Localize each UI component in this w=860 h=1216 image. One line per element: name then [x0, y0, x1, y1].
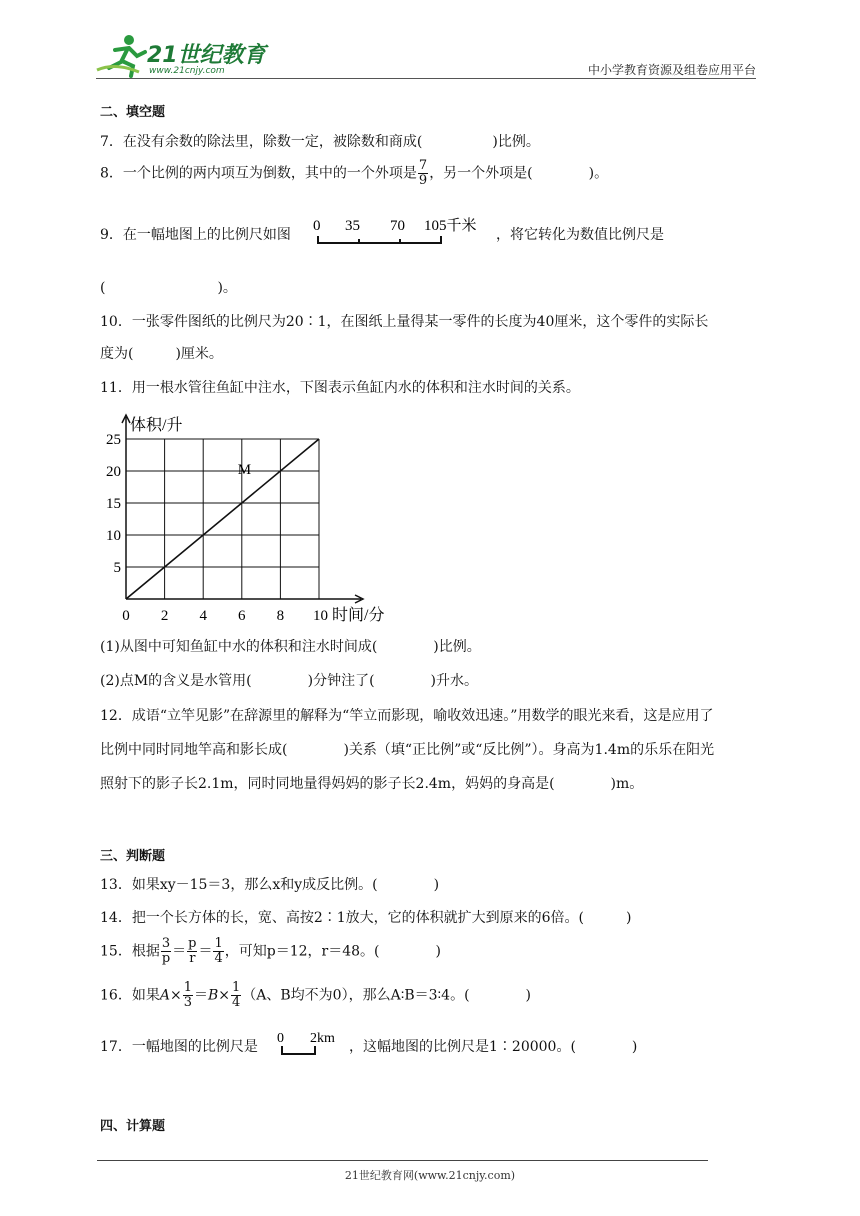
fraction-denominator: 4 [214, 951, 223, 966]
scale-bar-9 [308, 212, 493, 252]
scale-bar-17 [272, 1026, 347, 1060]
question-15: 15．根据 $\frac{3}{p}$ ＝ $\frac{p}{r}$ ＝ $\frac{1}{4}$ ，可知p＝12，r＝48。( ) [100, 936, 441, 966]
fraction-denominator: 9 [418, 173, 428, 188]
question-8-pre: 8．一个比例的两内项互为倒数，其中的一个外项是 [100, 165, 417, 182]
question-10-line2: 度为( )厘米。 [100, 346, 223, 362]
scale-label: 35 [345, 218, 360, 234]
question-14: 14．把一个长方体的长，宽、高按2∶1放大，它的体积就扩大到原来的6倍。( ) [100, 910, 632, 926]
volume-time-chart [98, 404, 385, 624]
question-12-line2: 比例中同时同地竿高和影长成( )关系（填“正比例”或“反比例”）。身高为1.4m的乐乐在阳光 [100, 742, 715, 758]
question-16: 16．如果A× $\frac{1}{3}$ ＝B× $\frac{1}{4}$ （A、B均不为0），那么A∶B＝3∶4。( ) [100, 980, 532, 1010]
question-11-sub1: (1)从图中可知鱼缸中水的体积和注水时间成( )比例。 [100, 639, 481, 655]
question-13: 13．如果xy－15＝3，那么x和y成反比例。( ) [100, 877, 440, 893]
y-tick-label: 5 [113, 560, 121, 576]
scale-label: 70 [390, 218, 405, 234]
fraction-numerator: 3 [161, 936, 171, 951]
scale-label: 2km [310, 1031, 335, 1046]
question-9-blank: ( )。 [100, 280, 237, 296]
runner-icon [95, 32, 155, 78]
question-8-post: ，另一个外项是( )。 [429, 165, 609, 182]
footer-text: 21世纪教育网(www.21cnjy.com) [344, 1169, 516, 1182]
scale-label: 0 [313, 218, 321, 234]
x-tick-label: 4 [199, 608, 207, 624]
point-m-label: M [237, 462, 252, 478]
fraction [213, 937, 223, 966]
logo-url: www.21cnjy.com [149, 66, 225, 76]
question-12-line3: 照射下的影子长2.1m，同时同地量得妈妈的影子长2.4m，妈妈的身高是( )m。 [100, 776, 644, 792]
y-tick-label: 10 [106, 528, 121, 544]
y-axis-label: 体积/升 [130, 417, 183, 434]
question-17-pre: 17．一幅地图的比例尺是 [100, 1039, 258, 1055]
y-tick-label: 25 [106, 432, 121, 448]
y-tick-label: 20 [106, 464, 121, 480]
x-tick-label: 10 [313, 608, 328, 624]
fraction-numerator: 1 [214, 936, 223, 951]
fraction-denominator: r [189, 951, 196, 966]
fraction-numerator: 7 [418, 158, 428, 173]
question-17-post: ，这幅地图的比例尺是1∶20000。( ) [349, 1039, 638, 1055]
question-7: 7．在没有余数的除法里，除数一定，被除数和商成( )比例。 [100, 134, 540, 150]
fraction-denominator: 4 [232, 995, 241, 1010]
site-logo [95, 32, 265, 78]
footer-divider [97, 1160, 708, 1161]
question-10-line1: 10．一张零件图纸的比例尺为20∶1，在图纸上量得某一零件的长度为40厘米，这个零件的实际长 [100, 314, 709, 330]
x-tick-label: 6 [238, 608, 246, 624]
question-11-sub2: (2)点M的含义是水管用( )分钟注了( )升水。 [100, 673, 479, 689]
fraction-denominator: p [161, 951, 171, 966]
platform-title: 中小学教育资源及组卷应用平台 [587, 63, 756, 77]
question-11-stem: 11．用一根水管往鱼缸中注水，下图表示鱼缸内水的体积和注水时间的关系。 [100, 380, 580, 396]
question-15-post: ，可知p＝12，r＝48。( ) [224, 943, 441, 960]
y-tick-label: 15 [106, 496, 121, 512]
question-9-post: ，将它转化为数值比例尺是 [496, 227, 664, 243]
scale-label: 105千米 [424, 218, 477, 234]
header-divider [96, 78, 756, 79]
fraction-numerator: p [188, 936, 197, 951]
fraction [161, 937, 171, 966]
x-tick-label: 8 [276, 608, 285, 624]
logo-text: 21世纪教育 [147, 43, 266, 68]
question-9-pre: 9．在一幅地图上的比例尺如图 [100, 227, 291, 243]
fraction-numerator: 1 [232, 980, 241, 995]
x-tick-label: 2 [160, 608, 169, 624]
question-15-pre: 15．根据 [100, 943, 160, 960]
x-axis-label: 时间/分 [332, 607, 385, 624]
fraction [183, 981, 193, 1010]
fraction-denominator: 3 [183, 995, 192, 1010]
var-a: A [159, 987, 170, 1004]
section-title-fill-blank: 二、填空题 [100, 105, 166, 120]
section-title-true-false: 三、判断题 [100, 849, 166, 864]
scale-label: 0 [277, 1031, 284, 1046]
section-title-calculation: 四、计算题 [100, 1119, 166, 1134]
question-16-post: （A、B均不为0），那么A∶B＝3∶4。( ) [242, 987, 532, 1004]
question-16-pre: 16．如果 [100, 987, 160, 1004]
question-8 [100, 159, 608, 188]
series-line [126, 439, 319, 599]
fraction-7-9 [418, 159, 428, 188]
x-tick-label: 0 [122, 608, 130, 624]
fraction [187, 937, 197, 966]
question-12-line1: 12．成语“立竿见影”在辞源里的解释为“竿立而影现，喻收效迅速。”用数学的眼光来看，这是应用了 [100, 708, 714, 724]
fraction [231, 981, 241, 1010]
fraction-numerator: 1 [183, 980, 192, 995]
var-b: B [207, 987, 219, 1004]
